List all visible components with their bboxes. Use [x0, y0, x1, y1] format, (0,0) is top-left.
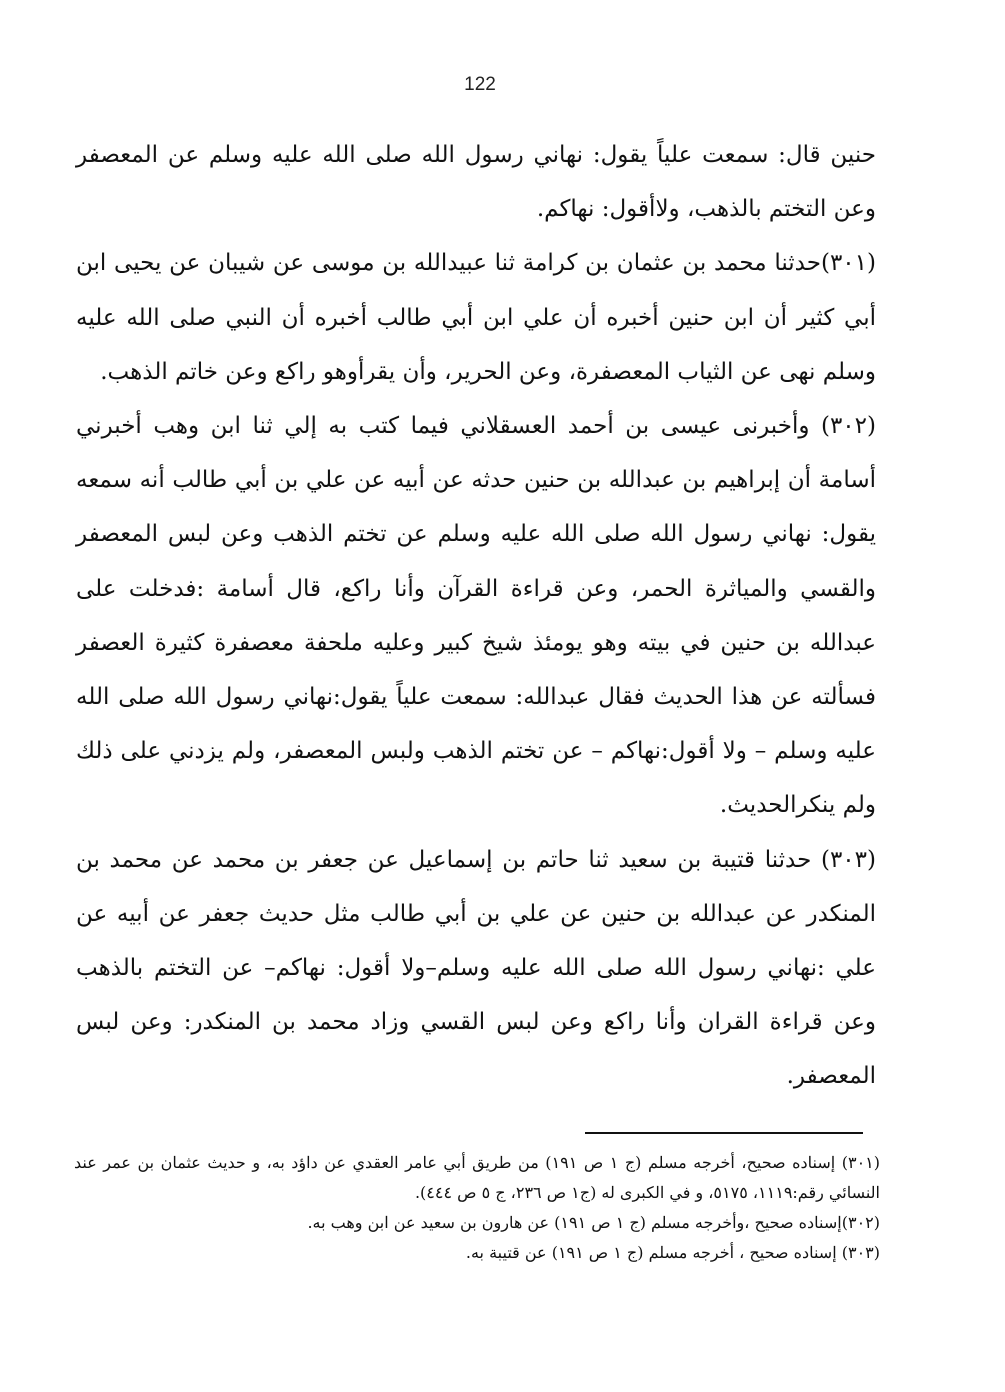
hadith-302: (٣٠٢) وأخبرنى عيسى بن أحمد العسقلاني فيما كتب به إلي ثنا ابن وهب أخبرني أسامة أن إبراهيم بن عبدالله بن حنين حدثه عن أبيه عن علي بن أبي طالب أنه سمعه يقول: نهاني رسول الله صلى الله عليه وسلم عن تختم الذهب وعن لبس المعصفر والقسي والمياثرة الحمر، وعن قراءة القرآن وأنا راكع، قال أسامة :فدخلت على عبدالله بن حنين في بيته وهو يومئذ شيخ كبير وعليه ملحفة معصفرة كثيرة العصفر فسألته عن هذا الحديث فقال عبدالله: سمعت علياً يقول:نهاني رسول الله صلى الله عليه وسلم – ولا أقول:نهاكم – عن تختم الذهب ولبس المعصفر، ولم يزدني على ذلك ولم ينكرالحديث. [76, 413, 876, 819]
footnote-301: (٣٠١) إسناده صحيح، أخرجه مسلم (ج ١ ص ١٩١) من طريق أبي عامر العقدي عن داؤد به، و حديث عثمان بن عمر عند النسائي رقم:١١١٩، ٥١٧٥، و في الكبرى له (ج١ ص ٢٣٦، ج ٥ ص ٤٤٤). [74, 1153, 881, 1202]
footnote-302: (٣٠٢)إسناده صحيح ،وأخرجه مسلم (ج ١ ص ١٩١) عن هارون بن سعيد عن ابن وهب به. [307, 1213, 880, 1232]
main-text [76, 128, 876, 1104]
hadith-303: (٣٠٣) حدثنا قتيبة بن سعيد ثنا حاتم بن إسماعيل عن جعفر بن محمد عن محمد بن المنكدر عن عبدالله بن حنين عن علي بن أبي طالب مثل حديث جعفر عن أبيه عن علي :نهاني رسول الله صلى الله عليه وسلم–ولا أقول: نهاكم– عن التختم بالذهب وعن قراءة القران وأنا راكع وعن لبس القسي وزاد محمد بن المنكدر: وعن لبس المعصفر. [76, 846, 876, 1090]
footnote-303: (٣٠٣) إسناده صحيح ، أخرجه مسلم (ج ١ ص ١٩١) عن قتيبة به. [465, 1243, 880, 1262]
paragraph-continuation: حنين قال: سمعت علياً يقول: نهاني رسول الله صلى الله عليه وسلم عن المعصفر وعن التختم بالذهب، ولاأقول: نهاكم. [76, 142, 876, 223]
footnotes [74, 1148, 880, 1268]
hadith-301: (٣٠١)حدثنا محمد بن عثمان بن كرامة ثنا عبيدالله بن موسى عن شيبان عن يحيى ابن أبي كثير أن ابن حنين أخبره أن علي ابن أبي طالب أخبره أن النبي صلى الله عليه وسلم نهى عن الثياب المعصفرة، وعن الحرير، وأن يقرأوهو راكع وعن خاتم الذهب. [76, 250, 876, 385]
footnote-separator [585, 1132, 863, 1134]
page-number: 122 [464, 74, 496, 95]
